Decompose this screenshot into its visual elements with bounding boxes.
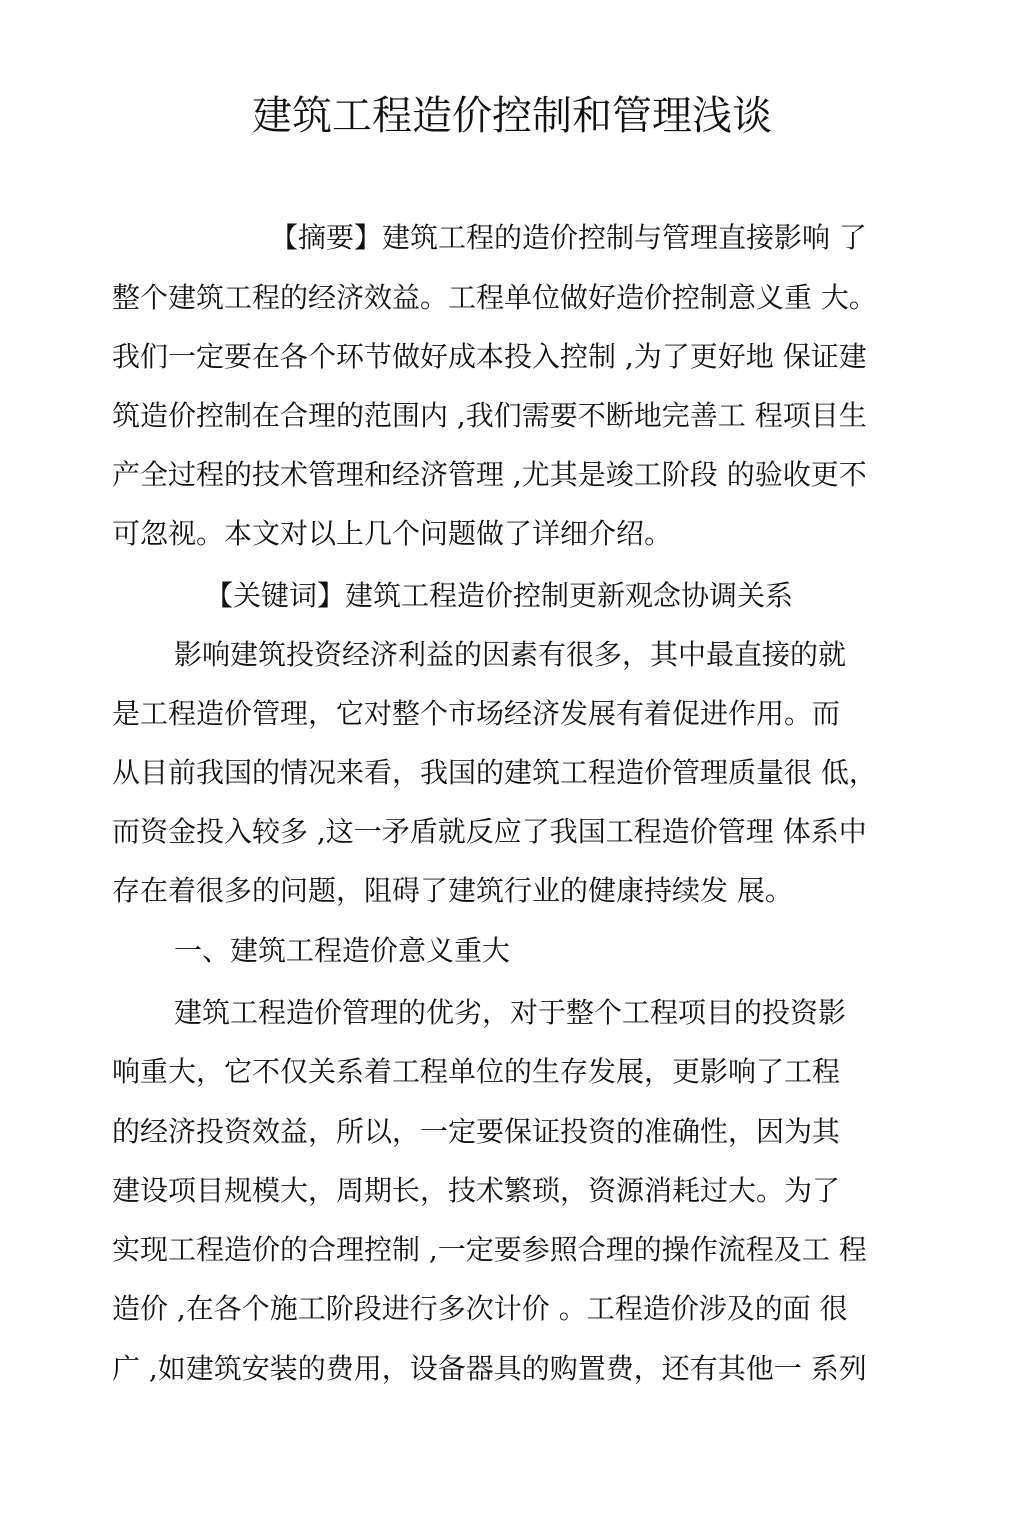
paragraph-line: 而资金投入较多 ,这一矛盾就反应了我国工程造价管理 体系中	[112, 815, 867, 848]
abstract-line: 可忽视。本文对以上几个问题做了详细介绍。	[112, 517, 673, 550]
paragraph-line: 影响建筑投资经济利益的因素有很多，其中最直接的就	[174, 638, 847, 671]
abstract-line: 产全过程的技术管理和经济管理 ,尤其是竣工阶段 的验收更不	[112, 458, 867, 491]
paragraph-line: 造价 ,在各个施工阶段进行多次计价 。工程造价涉及的面 很	[112, 1292, 848, 1325]
abstract-line: 【摘要】建筑工程的造价控制与管理直接影响 了	[270, 221, 867, 254]
keywords-line: 【关键词】建筑工程造价控制更新观念协调关系	[205, 579, 794, 612]
paragraph-line: 从目前我国的情况来看，我国的建筑工程造价管理质量很 低，	[112, 756, 877, 789]
paragraph-line: 广 ,如建筑安装的费用，设备器具的购置费，还有其他一 系列	[112, 1352, 867, 1385]
paragraph-line: 存在着很多的问题，阻碍了建筑行业的健康持续发 展。	[112, 874, 793, 907]
abstract-line: 我们一定要在各个环节做好成本投入控制 ,为了更好地 保证建	[112, 340, 867, 373]
paragraph-line: 建筑工程造价管理的优劣，对于整个工程项目的投资影	[174, 996, 847, 1029]
section-heading: 一、建筑工程造价意义重大	[174, 934, 511, 967]
abstract-line: 筑造价控制在合理的范围内 ,我们需要不断地完善工 程项目生	[112, 399, 867, 432]
paragraph-line: 建设项目规模大，周期长，技术繁琐，资源消耗过大。为了	[112, 1174, 841, 1207]
abstract-line: 整个建筑工程的经济效益。工程单位做好造价控制意义重 大。	[112, 281, 877, 314]
document-title: 建筑工程造价控制和管理浅谈	[252, 93, 772, 139]
paragraph-line: 实现工程造价的合理控制 ,一定要参照合理的操作流程及工 程	[112, 1233, 867, 1266]
paragraph-line: 是工程造价管理，它对整个市场经济发展有着促进作用。而	[112, 697, 841, 730]
paragraph-line: 的经济投资效益，所以，一定要保证投资的准确性，因为其	[112, 1115, 841, 1148]
paragraph-line: 响重大，它不仅关系着工程单位的生存发展，更影响了工程	[112, 1055, 841, 1088]
